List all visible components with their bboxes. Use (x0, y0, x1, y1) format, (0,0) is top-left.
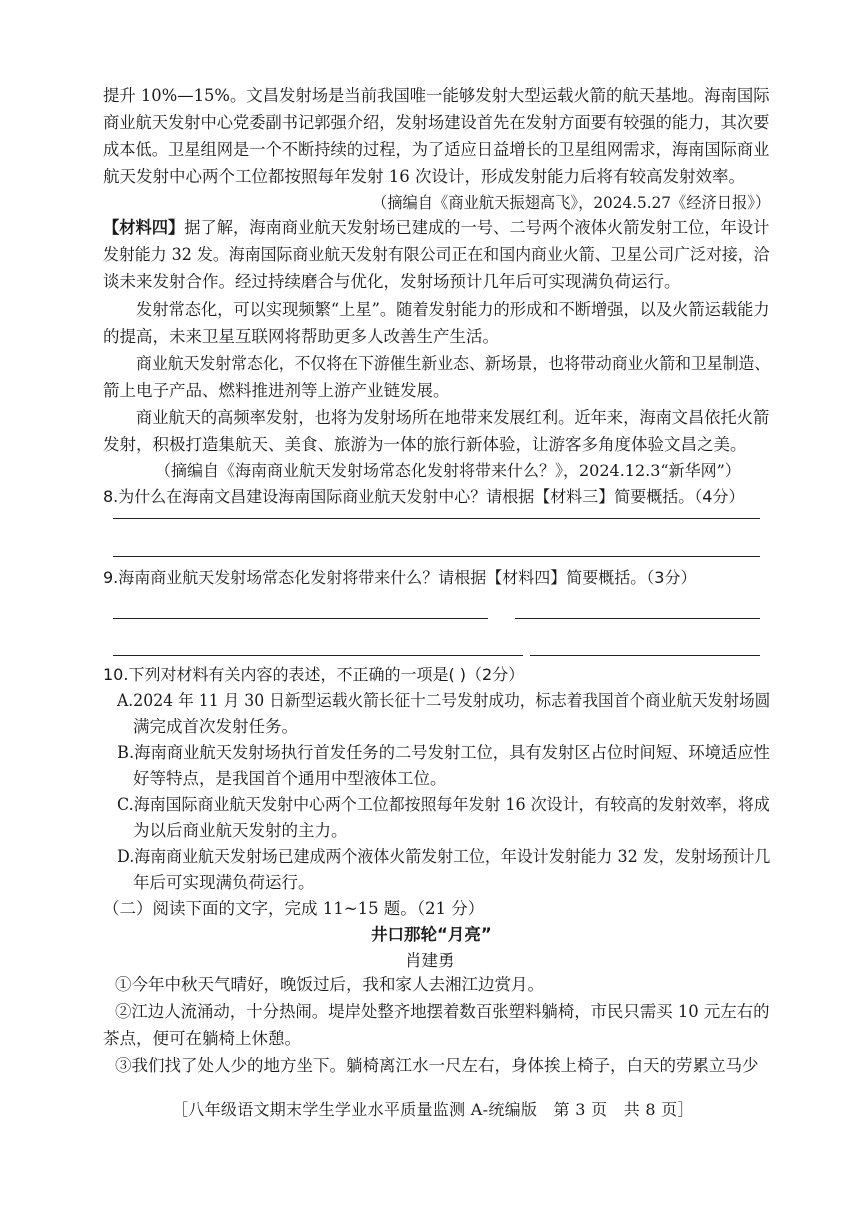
option-b-line-1[interactable]: B.海南商业航天发射场执行首发任务的二号发射工位，具有发射区占位时间短、环境适应性 (117, 743, 770, 762)
answer-line-q8-2[interactable] (113, 556, 760, 557)
section-2-heading: （二）阅读下面的文字，完成 11~15 题。（21 分） (103, 899, 485, 918)
article-author: 肖建勇 (405, 951, 455, 970)
material4-source: （摘编自《海南商业航天发射场常态化发射将带来什么？》，2024.12.3“新华网”） (155, 461, 741, 480)
option-a-line-2[interactable]: 满完成首次发射任务。 (133, 717, 298, 736)
option-d-line-1[interactable]: D.海南商业航天发射场已建成两个液体火箭发射工位，年设计发射能力 32 发，发射场预计几 (117, 847, 771, 866)
option-c-line-1[interactable]: C.海南国际商业航天发射中心两个工位都按照每年发射 16 次设计，有较高的发射效率，将成 (117, 795, 770, 814)
answer-line-q9-1a[interactable] (113, 618, 488, 619)
answer-line-q8-1[interactable] (113, 518, 760, 519)
material4-para3-line-2: 箭上电子产品、燃料推进剂等上游产业链发展。 (103, 381, 450, 400)
question-10: 10.下列对材料有关内容的表述，不正确的一项是( )（2分） (103, 665, 525, 684)
material3-line-4: 航天发射中心两个工位都按照每年发射 16 次设计，形成发射能力后将有较高发射效率。 (103, 167, 745, 186)
material3-source: （摘编自《商业航天振翅高飞》，2024.5.27《经济日报》） (372, 193, 771, 212)
material4-line-2: 发射能力 32 发。海南国际商业航天发射有限公司正在和国内商业火箭、卫星公司广泛对接，洽 (103, 245, 770, 264)
material3-line-2: 商业航天发射中心党委副书记郭强介绍，发射场建设首先在发射方面要有较强的能力，其次要 (103, 113, 770, 132)
question-9: 9.海南商业航天发射场常态化发射将带来什么？请根据【材料四】简要概括。（3分） (103, 568, 697, 587)
article-title: 井口那轮“月亮” (371, 925, 492, 944)
answer-line-q9-2b[interactable] (530, 655, 760, 656)
material4-para4-line-1: 商业航天的高频率发射，也将为发射场所在地带来发展红利。近年来，海南文昌依托火箭 (136, 408, 770, 427)
page-footer: ［八年级语文期末学生学业水平质量监测 A-统编版 第 3 页 共 8 页］ (172, 1100, 694, 1119)
material4-line-3: 谈未来发射合作。经过持续磨合与优化，发射场预计几年后可实现满负荷运行。 (103, 272, 681, 291)
material4-para2-line-2: 的提高，未来卫星互联网将帮助更多人改善生产生活。 (103, 327, 499, 346)
material3-line-3: 成本低。卫星组网是一个不断持续的过程，为了适应日益增长的卫星组网需求，海南国际商业 (103, 140, 770, 159)
article-para-1: ①今年中秋天气晴好，晚饭过后，我和家人去湘江边赏月。 (115, 975, 544, 994)
material3-line-1: 提升 10%—15%。文昌发射场是当前我国唯一能够发射大型运载火箭的航天基地。海南国际 (103, 86, 770, 105)
material4-line-1: 据了解，海南商业航天发射场已建成的一号、二号两个液体火箭发射工位，年设计 (184, 218, 770, 237)
option-a-line-1[interactable]: A.2024 年 11 月 30 日新型运载火箭长征十二号发射成功，标志着我国首个商业航天发射场圆 (117, 691, 771, 710)
option-d-line-2[interactable]: 年后可实现满负荷运行。 (133, 873, 315, 892)
option-b-line-2[interactable]: 好等特点，是我国首个通用中型液体工位。 (133, 769, 447, 788)
option-c-line-2[interactable]: 为以后商业航天发射的主力。 (133, 821, 348, 840)
material4-first-line (103, 214, 769, 241)
material4-para4-line-2: 发射，积极打造集航天、美食、旅游为一体的旅行新体验，让游客多角度体验文昌之美。 (103, 435, 747, 454)
material4-para3-line-1: 商业航天发射常态化，不仅将在下游催生新业态、新场景，也将带动商业火箭和卫星制造、 (136, 354, 771, 373)
material4-label: 【材料四】 (103, 218, 185, 237)
article-para-2-line-2: 茶点，便可在躺椅上休憩。 (103, 1029, 301, 1048)
answer-line-q9-1b[interactable] (515, 618, 760, 619)
question-8: 8.为什么在海南文昌建设海南国际商业航天发射中心？请根据【材料三】简要概括。（4分） (103, 487, 745, 506)
answer-line-q9-2a[interactable] (113, 655, 523, 656)
article-para-2-line-1: ②江边人流涌动，十分热闹。堤岸处整齐地摆着数百张塑料躺椅，市民只需买 10 元左右的 (115, 1002, 770, 1021)
material4-para2-line-1: 发射常态化，可以实现频繁“上星”。随着发射能力的形成和不断增强，以及火箭运载能力 (136, 300, 770, 319)
article-para-3: ③我们找了处人少的地方坐下。躺椅离江水一尺左右，身体挨上椅子，白天的劳累立马少 (115, 1056, 759, 1075)
